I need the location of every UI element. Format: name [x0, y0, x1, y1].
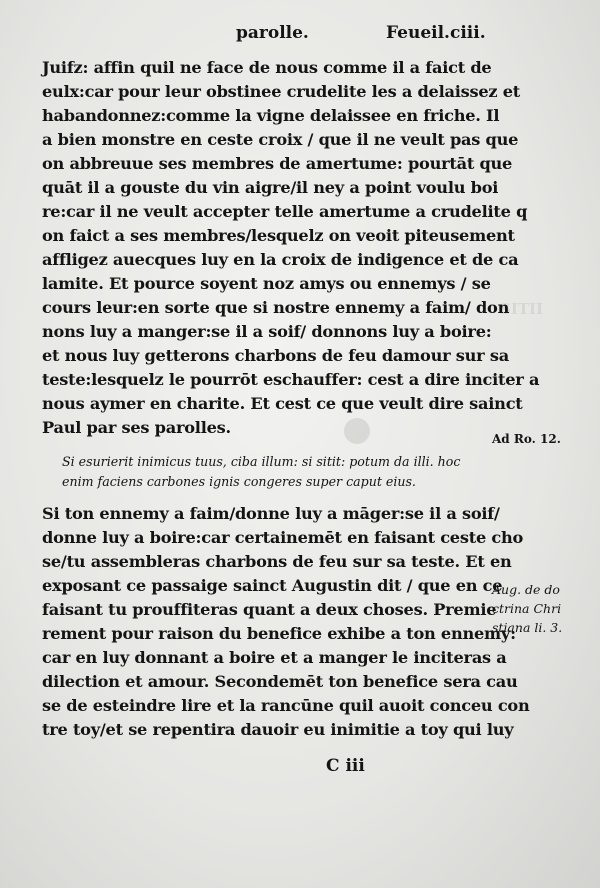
text-line: on abbreuue ses membres de amertume: pourtāt que — [42, 154, 513, 173]
text-line: rement pour raison du benefice exhibe a ton ennemy: — [42, 624, 516, 643]
text-line: donne luy a boire:car certainemēt en faisant ceste cho — [42, 528, 524, 547]
text-line: se/tu assembleras charbons de feu sur sa teste. Et en — [42, 552, 512, 571]
text-line: teste:lesquelz le pourrōt eschauffer: cest a dire inciter a — [42, 370, 540, 389]
latin-quotation-line: enim faciens carbones ignis congeres super caput eius. — [62, 474, 416, 489]
text-line: tre toy/et se repentira dauoir eu inimitie a toy qui luy — [42, 720, 514, 739]
text-line: on faict a ses membres/lesquelz on veoit piteusement — [42, 226, 515, 245]
text-line: a bien monstre en ceste croix / que il ne veult pas que — [42, 130, 519, 149]
text-line: lamite. Et pource soyent noz amys ou ennemys / se — [42, 274, 491, 293]
text-line: eulx:car pour leur obstinee crudelite les a delaissez et — [42, 82, 520, 101]
margin-note-augustine: ctrina Chri — [492, 601, 562, 616]
text-line: se de esteindre lire et la rancūne quil auoit conceu con — [42, 696, 530, 715]
text-line: Si ton ennemy a faim/donne luy a māger:se il a soif/ — [42, 504, 500, 523]
text-line: nons luy a manger:se il a soif/ donnons luy a boire: — [42, 322, 492, 341]
text-line: Paul par ses parolles. — [42, 418, 231, 437]
folio-number: Feueil.ciii. — [386, 23, 486, 43]
margin-note-augustine: stiana li. 3. — [492, 620, 563, 635]
text-line: faisant tu prouffiteras quant a deux choses. Premie — [42, 600, 497, 619]
text-line: habandonnez:comme la vigne delaissee en friche. Il — [42, 106, 500, 125]
margin-note-augustine: Aug. de do — [492, 582, 560, 597]
text-line: exposant ce passaige sainct Augustin dit / que en ce — [42, 576, 503, 595]
signature-mark: C iii — [326, 756, 365, 776]
show-through: SITII — [500, 300, 544, 318]
text-line: affligez auecques luy en la croix de indigence et de ca — [42, 250, 519, 269]
text-line: re:car il ne veult accepter telle amertume a crudelite q — [42, 202, 528, 221]
margin-note-romans: Ad Ro. 12. — [492, 432, 561, 446]
running-head: parolle. — [236, 23, 309, 43]
text-line: quāt il a gouste du vin aigre/il ney a point voulu boi — [42, 178, 499, 197]
text-line: et nous luy getterons charbons de feu damour sur sa — [42, 346, 509, 365]
text-line: nous aymer en charite. Et cest ce que veult dire sainct — [42, 394, 523, 413]
text-line: Juifz: affin quil ne face de nous comme il a faict de — [42, 58, 492, 77]
text-line: dilection et amour. Secondemēt ton benefice sera cau — [42, 672, 518, 691]
text-line: car en luy donnant a boire et a manger le inciteras a — [42, 648, 507, 667]
text-line: cours leur:en sorte que si nostre ennemy a faim/ don — [42, 298, 510, 317]
latin-quotation-line: Si esurierit inimicus tuus, ciba illum: si sitit: potum da illi. hoc — [62, 454, 461, 469]
